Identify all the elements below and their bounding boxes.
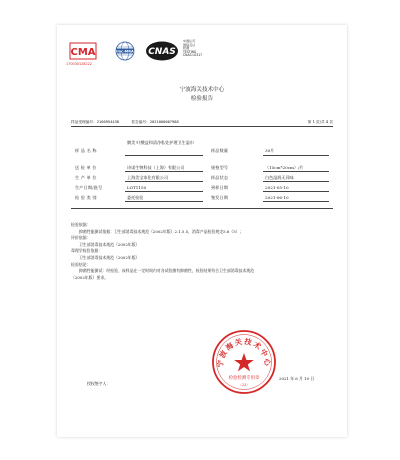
sample-qty-label: 样品数量 [211,148,229,153]
report-page [57,25,347,437]
report-date: 2021 年 6 月 10 日 [279,376,315,381]
seal-code: （23） [238,383,250,387]
org-name: 宁波海关技术中心 [179,87,225,93]
ilac-logo [112,40,138,64]
cnas-logo-icon [145,40,181,62]
cnas-info [183,40,202,58]
report-title: 检验报告 [190,96,214,102]
section-line: （2002年版）要求。 [71,274,109,280]
report-body [71,222,333,281]
cma-logo-text: CMA [70,47,96,58]
info-table [71,126,333,208]
cnas-line: 检测 [183,46,190,51]
cnas-line: 国际互认 [183,42,196,47]
cma-logo [69,42,97,60]
authorizer-label: 授权签字人： [87,381,111,386]
cnas-line: CNAS L0317 [183,53,203,58]
seal-text: 宁波海关技术中心 [215,336,273,368]
report-number-label: 报告编号： [131,120,150,124]
page-indicator: 第 1 页/共 4 页 [307,120,333,124]
issue-date-value: 2021-06-10 [265,195,289,200]
report-number-value: 2021000007988 [149,120,179,124]
sample-state-value: 白色湿润无异味 [265,175,294,180]
section-heading: 检验结论： [71,261,91,267]
section-line: 抑菌性能测试依据：卫生部消毒技术规范（2002年版）2.1.5.5，消毒产品检验规定5.6（5）； [79,228,244,234]
section-line: 卫生部消毒技术规范（2002年版） [79,241,140,247]
test-type-value: 委托检验 [127,195,144,200]
section-line: 抑菌性能测试：经检验，该样品在一定时间内对各试验菌有抑菌性，检验结果符合卫生部消毒技术规范 [79,268,255,274]
section-heading: 检验依据： [71,222,91,227]
accept-label: 样品受理编号： [71,120,97,124]
batch-label: 生产日期/批号 [75,185,103,190]
accept-value: 2100954438 [96,120,120,124]
batch-value: LOT1150 [127,185,147,190]
seal-icon [211,329,277,395]
arrival-date-value: 2021-05-10 [265,185,289,190]
section-line: 卫生部消毒技术规范（2002年版） [79,254,140,260]
sample-name-value: 腾美 叶酸益和清净私处护理卫生湿巾 [127,140,194,145]
official-stamp [211,329,277,395]
spec-label: 规格型号 [211,165,229,170]
sample-qty-value: 30片 [265,148,275,153]
ilac-globe-icon [112,40,138,64]
test-type-label: 检 验 类 别 [75,195,97,200]
arrival-date-label: 到样日期 [211,185,229,190]
issue-date-label: 签发日期 [211,195,229,200]
seal-subtext: 检验检测专用章 [228,376,260,381]
cnas-logo-text: CNAS [148,47,176,57]
spec-value: （15cm*20cm）/片 [265,165,304,170]
manufacturer-value: 上海美宝家化有限公司 [127,175,168,180]
section-heading: 毒理学检验依据： [71,248,103,254]
ilac-logo-text: ilac-MRA [116,49,134,54]
cma-number: 170030128222 [66,62,92,66]
cnas-line: TESTING [183,49,197,54]
submitter-label: 送 检 单 位 [75,165,97,170]
submitter-value: 诗诺生物科技（上海）有限公司 [127,165,185,170]
cnas-line: 中国认可 [183,39,196,43]
sample-state-label: 样品状态 [211,175,229,180]
cnas-logo [145,40,181,62]
accept-line [71,120,333,125]
sample-name-label: 样 品 名 称 [75,148,97,153]
manufacturer-label: 生 产 单 位 [75,175,97,180]
section-line: 评价依据： [71,235,91,241]
cma-logo-icon [69,42,97,60]
